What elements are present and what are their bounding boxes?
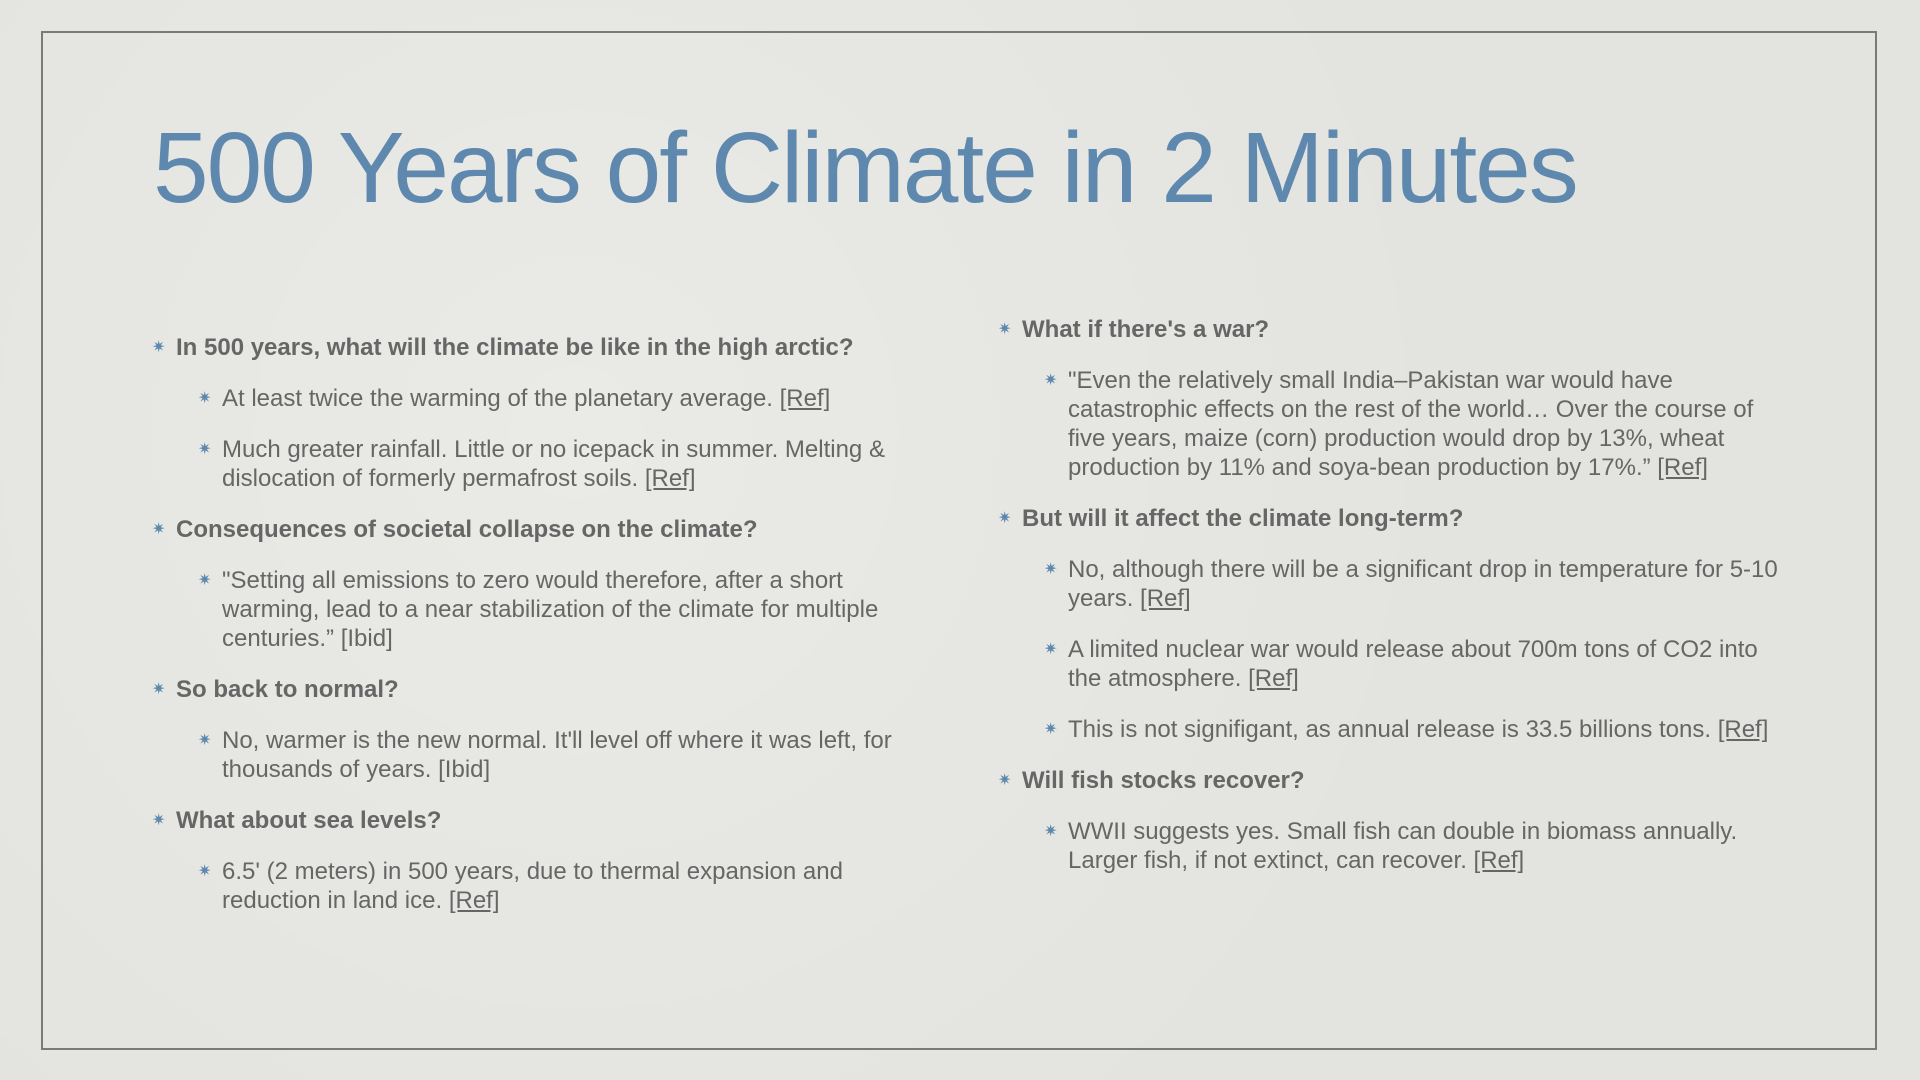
bullet-star-icon: ✷ — [152, 681, 166, 698]
bullet-star-icon: ✷ — [198, 441, 212, 458]
question-text — [998, 504, 1778, 533]
bullet-star-icon: ✷ — [152, 521, 166, 538]
question-text — [998, 766, 1778, 795]
question-label: Consequences of societal collapse on the climate? — [176, 516, 758, 543]
ref-link[interactable]: [Ref] — [1140, 585, 1191, 612]
bullet-star-icon: ✷ — [998, 510, 1012, 527]
ref-link[interactable]: [Ref] — [1657, 454, 1708, 481]
question-text — [152, 806, 932, 835]
bullet-star-icon: ✷ — [1044, 641, 1058, 658]
answer-text: No, although there will be a significant drop in temperature for 5-10 years. — [1068, 556, 1778, 612]
question-label: In 500 years, what will the climate be like in the high arctic? — [176, 334, 854, 361]
question-group — [152, 675, 932, 784]
bullet-star-icon: ✷ — [198, 572, 212, 589]
bullet-star-icon: ✷ — [1044, 372, 1058, 389]
question-text — [152, 333, 932, 362]
answer-item — [998, 635, 1778, 693]
answer-item — [152, 435, 932, 493]
bullet-star-icon: ✷ — [198, 390, 212, 407]
answer-text: 6.5' (2 meters) in 500 years, due to thermal expansion and reduction in land ice. — [222, 858, 843, 914]
answer-item — [152, 384, 932, 413]
question-label: But will it affect the climate long-term? — [1022, 505, 1464, 532]
answer-text: WWII suggests yes. Small fish can double in biomass annually. Larger fish, if not extinct, can recover. — [1068, 818, 1738, 874]
answer-item — [998, 366, 1778, 482]
answer-item — [998, 715, 1778, 744]
answer-item — [152, 857, 932, 915]
question-group — [152, 515, 932, 653]
ref-link[interactable]: [Ref] — [1717, 716, 1769, 743]
right-column — [998, 315, 1778, 897]
answer-text: No, warmer is the new normal. It'll level off where it was left, for thousands of years. [Ibid] — [222, 727, 892, 783]
bullet-star-icon: ✷ — [152, 339, 166, 356]
question-text — [152, 675, 932, 704]
slide-title: 500 Years of Climate in 2 Minutes — [153, 112, 1577, 224]
bullet-star-icon: ✷ — [198, 732, 212, 749]
answer-text: This is not signifigant, as annual release is 33.5 billions tons. — [1068, 716, 1718, 743]
ref-link[interactable]: [Ref] — [448, 887, 500, 914]
answer-item — [152, 566, 932, 653]
question-group — [998, 504, 1778, 744]
question-group — [152, 806, 932, 915]
question-group — [998, 315, 1778, 482]
answer-text: Much greater rainfall. Little or no icepack in summer. Melting & dislocation of formerly permafrost soils. — [222, 436, 885, 492]
question-label: So back to normal? — [176, 676, 399, 703]
answer-text: At least twice the warming of the planetary average. — [222, 385, 780, 412]
question-label: Will fish stocks recover? — [1022, 767, 1305, 794]
ref-link[interactable]: [Ref] — [1473, 847, 1525, 874]
question-group — [152, 333, 932, 493]
bullet-star-icon: ✷ — [1044, 721, 1058, 738]
question-text — [152, 515, 932, 544]
bullet-star-icon: ✷ — [1044, 561, 1058, 578]
question-text — [998, 315, 1778, 344]
bullet-star-icon: ✷ — [998, 321, 1012, 338]
bullet-star-icon: ✷ — [198, 863, 212, 880]
left-column — [152, 333, 932, 937]
question-label: What if there's a war? — [1022, 316, 1270, 343]
ref-link[interactable]: [Ref] — [1248, 665, 1299, 692]
answer-text: "Even the relatively small India–Pakistan war would have catastrophic effects on the rest of the world… Over the course of five years, maize (corn) production would drop by 13%, wheat production by 11% and soya-bean production by 17%.” — [1068, 367, 1754, 481]
bullet-star-icon: ✷ — [152, 812, 166, 829]
bullet-star-icon: ✷ — [1044, 823, 1058, 840]
ref-link[interactable]: [Ref] — [644, 465, 696, 492]
answer-item — [998, 555, 1778, 613]
bullet-star-icon: ✷ — [998, 772, 1012, 789]
answer-item — [152, 726, 932, 784]
answer-text: A limited nuclear war would release about 700m tons of CO2 into the atmosphere. — [1068, 636, 1758, 692]
question-label: What about sea levels? — [176, 807, 442, 834]
question-group — [998, 766, 1778, 875]
ref-link[interactable]: [Ref] — [779, 385, 831, 412]
answer-text: "Setting all emissions to zero would therefore, after a short warming, lead to a near stabilization of the climate for multiple centuries.” [Ibid] — [222, 567, 879, 652]
answer-item — [998, 817, 1778, 875]
